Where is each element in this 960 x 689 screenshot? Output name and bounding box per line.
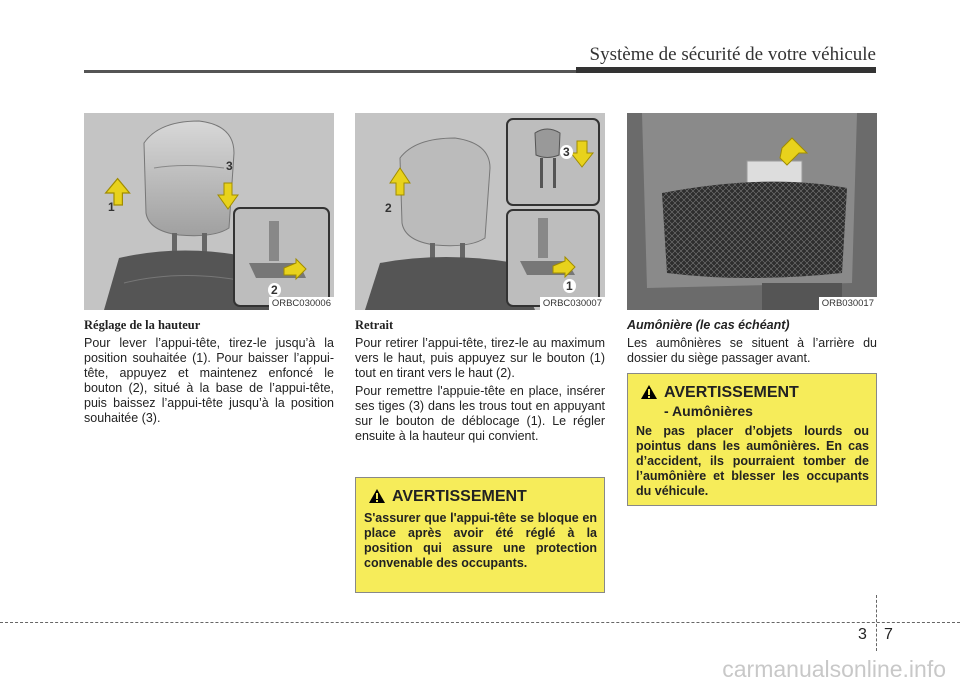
section-text: Pour remettre l'appuie-tête en place, insérer ses tiges (3) dans les trous tout en appuyant sur le bouton de déblocage (1). Le régler ensuite à la hauteur qui convient. (355, 384, 605, 443)
page-number: 7 (884, 626, 893, 643)
warning-title: AVERTISSEMENT (392, 488, 527, 505)
watermark: carmanualsonline.info (722, 656, 946, 682)
page-header-title: Système de sécurité de votre véhicule (589, 44, 876, 65)
warning-text: Ne pas placer d’objets lourds ou pointus dans les aumônières. En cas d’accident, ils pourraient tomber de l’aumônière et blesser les occupants du véhicule. (636, 424, 869, 498)
section-text: Les aumônières se situent à l’arrière du dossier du siège passager avant. (627, 336, 877, 365)
section-heading: Retrait (355, 318, 394, 332)
figure-code: ORBC030006 (269, 297, 334, 310)
footer-divider (876, 595, 877, 651)
section-removal (355, 318, 605, 447)
figure-label-3: 3 (560, 145, 573, 159)
chapter-number: 3 (858, 626, 867, 643)
warning-text: S'assurer que l'appui-tête se bloque en place après avoir été réglé à la position qui assure une protection convenable des occupants. (364, 511, 597, 570)
warning-title: AVERTISSEMENT (664, 384, 799, 401)
figure-headrest-removal (355, 113, 605, 310)
header-rule (84, 70, 876, 73)
footer-rule (0, 622, 960, 623)
section-heading: Aumônière (le cas échéant) (627, 318, 790, 332)
warning-box-pocket (627, 373, 877, 506)
warning-subtitle: - Aumônières (664, 403, 753, 419)
section-heading: Réglage de la hauteur (84, 318, 201, 332)
figure-code: ORB030017 (819, 297, 877, 310)
figure-label-1: 1 (108, 200, 115, 214)
section-text: Pour lever l’appui-tête, tirez-le jusqu’à la position souhaitée (1). Pour baisser l’appui-tête, appuyez et maintenez enfoncé le bouton (2), situé à la base de l’appui-tête, puis baissez l’appui-tête jusqu’à la position souhaitée (3). (84, 336, 334, 425)
figure-label-2: 2 (268, 283, 281, 297)
section-text: Pour retirer l’appui-tête, tirez-le au maximum vers le haut, puis appuyez sur le bouton (1) tout en tirant vers le haut (2). (355, 336, 605, 380)
warning-triangle-icon (368, 488, 386, 504)
figure-seat-back-pocket (627, 113, 877, 310)
figure-headrest-height (84, 113, 334, 310)
figure-code: ORBC030007 (540, 297, 605, 310)
section-seat-pocket (627, 318, 877, 369)
figure-label-3: 3 (226, 159, 233, 173)
warning-triangle-icon (640, 384, 658, 400)
section-height-adjustment (84, 318, 334, 429)
warning-box-headrest (355, 477, 605, 593)
figure-label-1: 1 (563, 279, 576, 293)
figure-label-2: 2 (385, 201, 392, 215)
